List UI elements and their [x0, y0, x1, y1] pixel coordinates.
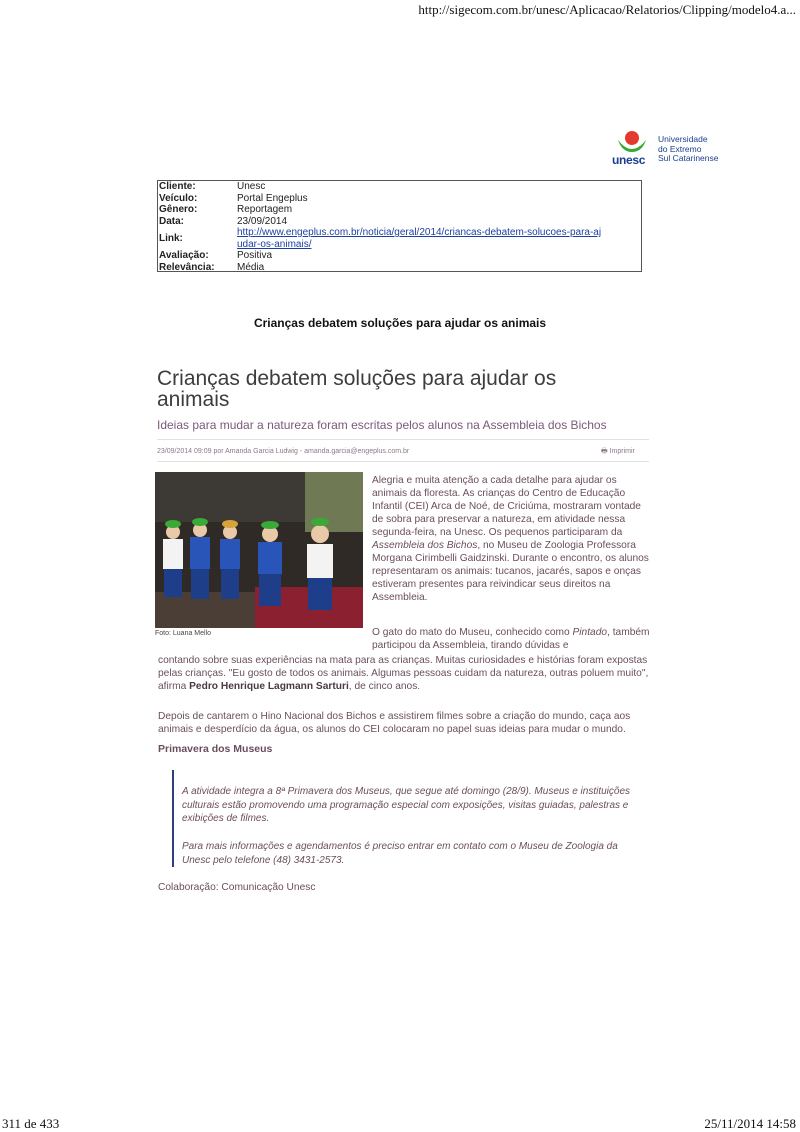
- article-link-line-2[interactable]: udar-os-animais/: [237, 238, 312, 250]
- info-row-genero: [158, 204, 641, 216]
- emphasis: Pintado: [572, 627, 608, 638]
- text-span: contando sobre suas experiências na mata para as crianças. Muitas curiosidades e histórias foram expostas pelas crianças. "Eu gosto de todos os animais. Algumas pessoas cuidam da natureza, outras poluem muito", afirma: [158, 655, 649, 692]
- text-span: , também participou da Assembleia, tirando dúvidas e: [372, 627, 650, 651]
- info-value: Positiva: [237, 250, 273, 261]
- clipping-info-table: [157, 180, 642, 272]
- article-paragraph-1: [372, 474, 650, 604]
- info-label: Veículo:: [159, 192, 198, 204]
- quoted-person-name: Pedro Henrique Lagmann Sarturi: [189, 681, 349, 692]
- text-span: , de cinco anos.: [348, 681, 421, 692]
- info-row-data: [158, 216, 641, 228]
- info-value: Reportagem: [237, 204, 293, 215]
- logo-line-3: Sul Catarinense: [658, 153, 719, 163]
- article-link[interactable]: [236, 227, 641, 250]
- print-button[interactable]: [601, 447, 635, 458]
- article-link-line-1[interactable]: http://www.engeplus.com.br/noticia/geral/2014/criancas-debatem-solucoes-para-aj: [237, 227, 602, 238]
- info-row-link: [158, 227, 641, 250]
- info-row-veiculo: [158, 193, 641, 205]
- page-counter: 311 de 433: [2, 1116, 60, 1131]
- article-photo: [155, 472, 363, 628]
- blockquote-paragraph-1: A atividade integra a 8ª Primavera dos Museus, que segue até domingo (28/9). Museus e instituições culturais estão promovendo uma programação especial com exposições, visitas guiadas, palestras e exibições de filmes.: [182, 786, 631, 824]
- info-value: 23/09/2014: [237, 215, 288, 227]
- article-paragraph-2-start: [372, 626, 650, 652]
- info-row-relevancia: [158, 262, 641, 274]
- info-label: Data:: [159, 215, 185, 227]
- info-label: Gênero:: [159, 204, 198, 215]
- section-heading: Primavera dos Museus: [158, 743, 273, 755]
- emphasis: Assembleia dos Bichos: [372, 540, 478, 551]
- photo-caption: Foto: Luana Mello: [155, 630, 212, 637]
- article-paragraph-3: Depois de cantarem o Hino Nacional dos Bichos e assistirem filmes sobre a criação do mundo, caça aos animais e desperdício da água, os alunos do CEI colocaram no papel suas ideias para mudar o mundo.: [158, 711, 631, 735]
- divider: [157, 461, 649, 462]
- divider: [157, 439, 649, 440]
- text-span: , no Museu de Zoologia Professora Morgana Cirimbelli Gaidzinski. Durante o encontro, os alunos representaram os animais: tucanos, jacarés, sapos e onças estiveram presentes para reivindicar seus direitos na Assembleia.: [372, 540, 649, 603]
- info-row-avaliacao: [158, 250, 641, 262]
- clipping-headline: Crianças debatem soluções para ajudar os animais: [253, 316, 547, 330]
- unesc-logo: [612, 128, 732, 168]
- article-title: Crianças debatem soluções para ajudar os animais: [157, 367, 557, 411]
- article-subtitle: Ideias para mudar a natureza foram escritas pelos alunos na Assembleia dos Bichos: [157, 418, 607, 432]
- info-label: Link:: [159, 232, 183, 244]
- article-byline: 23/09/2014 09:09 por Amanda Garcia Ludwig - amanda.garcia@engeplus.com.br: [157, 448, 410, 455]
- logo-line-1: Universidade: [658, 134, 708, 144]
- logo-university-name: [658, 135, 738, 164]
- info-label: Cliente:: [159, 181, 196, 192]
- logo-wordmark: unesc: [612, 153, 646, 167]
- page-url: http://sigecom.com.br/unesc/Aplicacao/Relatorios/Clipping/modelo4.a...: [418, 2, 796, 17]
- print-label: Imprimir: [609, 448, 635, 455]
- info-label: Relevância:: [159, 261, 215, 273]
- article-paragraph-2-end: [158, 654, 650, 693]
- logo-line-2: do Extremo: [658, 143, 702, 154]
- article-credit: Colaboração: Comunicação Unesc: [158, 882, 316, 893]
- info-label: Avaliação:: [159, 250, 209, 261]
- info-value: Média: [237, 261, 265, 273]
- info-value: Portal Engeplus: [237, 192, 308, 204]
- blockquote-bar: [172, 770, 174, 867]
- info-value: Unesc: [237, 181, 266, 192]
- blockquote-paragraph-2: Para mais informações e agendamentos é preciso entrar em contato com o Museu de Zoologia da Unesc pelo telefone (48) 3431-2573.: [182, 841, 618, 866]
- printer-icon: 🖶: [601, 448, 608, 455]
- text-span: O gato do mato do Museu, conhecido como: [372, 627, 573, 638]
- text-span: Alegria e muita atenção a cada detalhe para ajudar os animais da floresta. As crianças do Centro de Educação Infantil (CEI) Arca de Noé, de Criciúma, mostraram vontade de sobra para preservar a natureza, em atividade nessa segunda-feira, na Unesc. Os pequenos participaram da: [372, 475, 641, 538]
- print-datetime: 25/11/2014 14:58: [704, 1116, 796, 1131]
- info-row-cliente: [158, 181, 641, 193]
